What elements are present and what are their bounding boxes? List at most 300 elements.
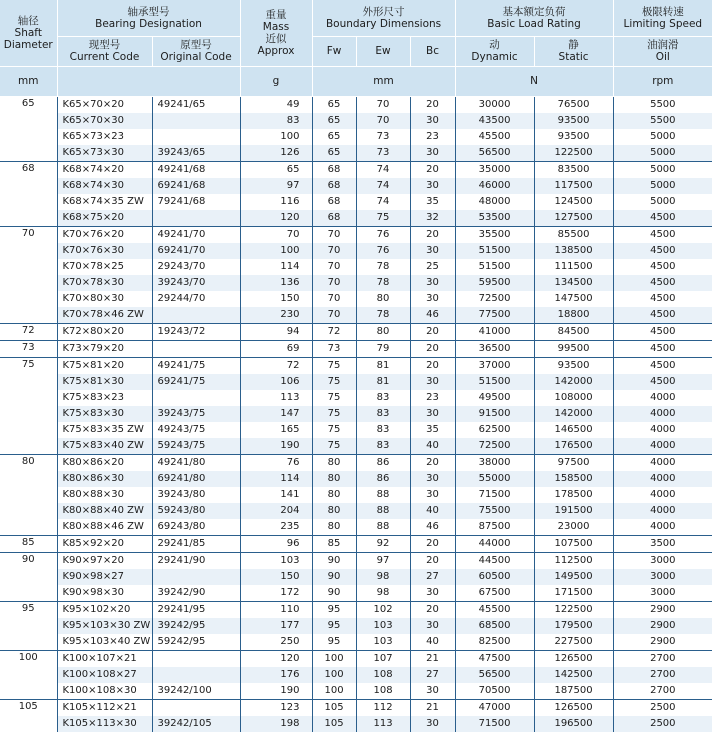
fw-cell: 65: [312, 96, 356, 113]
table-row: [0, 487, 712, 503]
current-code-cell: K72×80×20: [57, 323, 152, 340]
current-code-cell: K65×70×30: [57, 113, 152, 129]
current-code-header: 现型号 Current Code: [57, 36, 152, 66]
fw-cell: 65: [312, 129, 356, 145]
ew-cell: 103: [356, 618, 410, 634]
fw-cell: 70: [312, 259, 356, 275]
bc-cell: 35: [410, 422, 455, 438]
oil-speed-cell: 5000: [613, 178, 712, 194]
original-code-cell: 19243/72: [152, 323, 240, 340]
original-code-cell: 39242/90: [152, 585, 240, 602]
original-code-cell: [152, 569, 240, 585]
current-code-cell: K75×83×40 ZW: [57, 438, 152, 455]
static-load-cell: 85500: [534, 226, 613, 243]
current-code-cell: K68×74×35 ZW: [57, 194, 152, 210]
dynamic-load-cell: 72500: [455, 438, 534, 455]
oil-speed-cell: 4500: [613, 340, 712, 357]
shaft-diameter-cell: 65: [0, 96, 57, 161]
table-row: [0, 323, 712, 340]
ew-cell: 92: [356, 535, 410, 552]
dynamic-load-cell: 87500: [455, 519, 534, 536]
original-code-cell: 29241/95: [152, 601, 240, 618]
current-code-cell: K75×81×20: [57, 357, 152, 374]
table-row: [0, 552, 712, 569]
bc-cell: 32: [410, 210, 455, 227]
bc-cell: 20: [410, 535, 455, 552]
table-row: [0, 145, 712, 162]
original-code-cell: 49241/75: [152, 357, 240, 374]
dynamic-load-cell: 51500: [455, 374, 534, 390]
static-header: 静 Static: [534, 36, 613, 66]
ew-cell: 78: [356, 307, 410, 324]
static-load-cell: 23000: [534, 519, 613, 536]
table-row: [0, 650, 712, 667]
fw-cell: 80: [312, 519, 356, 536]
original-code-cell: 39242/105: [152, 716, 240, 732]
table-row: [0, 667, 712, 683]
fw-cell: 75: [312, 406, 356, 422]
mass-cell: 96: [240, 535, 312, 552]
dynamic-load-cell: 47500: [455, 650, 534, 667]
ew-cell: 107: [356, 650, 410, 667]
static-load-cell: 93500: [534, 129, 613, 145]
dynamic-load-cell: 38000: [455, 454, 534, 471]
original-code-cell: 39243/80: [152, 487, 240, 503]
table-row: [0, 454, 712, 471]
table-row: [0, 601, 712, 618]
current-code-cell: K85×92×20: [57, 535, 152, 552]
ew-cell: 76: [356, 243, 410, 259]
ew-cell: 78: [356, 275, 410, 291]
mass-cell: 126: [240, 145, 312, 162]
shaft-diameter-cell: 100: [0, 650, 57, 699]
table-row: [0, 275, 712, 291]
ew-cell: 83: [356, 406, 410, 422]
bc-cell: 30: [410, 243, 455, 259]
current-code-cell: K100×107×21: [57, 650, 152, 667]
oil-speed-cell: 4000: [613, 390, 712, 406]
current-code-cell: K80×88×30: [57, 487, 152, 503]
shaft-diameter-cell: 90: [0, 552, 57, 601]
current-code-cell: K100×108×27: [57, 667, 152, 683]
mass-cell: 190: [240, 438, 312, 455]
mass-cell: 65: [240, 161, 312, 178]
static-load-cell: 126500: [534, 699, 613, 716]
dynamic-load-cell: 35500: [455, 226, 534, 243]
table-row: [0, 438, 712, 455]
fw-cell: 80: [312, 454, 356, 471]
ew-cell: 81: [356, 374, 410, 390]
original-code-cell: [152, 390, 240, 406]
original-code-cell: [152, 129, 240, 145]
bc-cell: 30: [410, 275, 455, 291]
original-code-header: 原型号 Original Code: [152, 36, 240, 66]
static-load-cell: 124500: [534, 194, 613, 210]
dynamic-load-cell: 68500: [455, 618, 534, 634]
mass-cell: 69: [240, 340, 312, 357]
oil-speed-cell: 2900: [613, 601, 712, 618]
fw-cell: 70: [312, 226, 356, 243]
oil-speed-cell: 4500: [613, 357, 712, 374]
bc-cell: 30: [410, 291, 455, 307]
ew-cell: 97: [356, 552, 410, 569]
current-code-cell: K80×88×40 ZW: [57, 503, 152, 519]
ew-cell: 113: [356, 716, 410, 732]
ew-cell: 98: [356, 569, 410, 585]
dynamic-load-cell: 37000: [455, 357, 534, 374]
oil-speed-cell: 3000: [613, 569, 712, 585]
bc-cell: 40: [410, 438, 455, 455]
bc-cell: 20: [410, 161, 455, 178]
bc-cell: 25: [410, 259, 455, 275]
oil-speed-cell: 4500: [613, 291, 712, 307]
mass-cell: 103: [240, 552, 312, 569]
oil-speed-cell: 2700: [613, 667, 712, 683]
dynamic-load-cell: 44000: [455, 535, 534, 552]
bc-cell: 30: [410, 585, 455, 602]
original-code-cell: [152, 113, 240, 129]
ew-cell: 98: [356, 585, 410, 602]
original-code-cell: 39242/100: [152, 683, 240, 700]
oil-speed-cell: 5000: [613, 145, 712, 162]
table-row: [0, 503, 712, 519]
shaft-diameter-cell: 85: [0, 535, 57, 552]
shaft-diameter-cell: 68: [0, 161, 57, 226]
original-code-cell: 39243/65: [152, 145, 240, 162]
oil-speed-cell: 4000: [613, 454, 712, 471]
unit-mass: g: [240, 66, 312, 96]
current-code-cell: K68×74×30: [57, 178, 152, 194]
dynamic-load-cell: 72500: [455, 291, 534, 307]
static-load-cell: 178500: [534, 487, 613, 503]
table-row: [0, 618, 712, 634]
mass-cell: 136: [240, 275, 312, 291]
mass-cell: 70: [240, 226, 312, 243]
dynamic-load-cell: 35000: [455, 161, 534, 178]
ew-cell: 74: [356, 161, 410, 178]
current-code-cell: K95×103×40 ZW: [57, 634, 152, 651]
current-code-cell: K75×81×30: [57, 374, 152, 390]
mass-cell: 190: [240, 683, 312, 700]
mass-cell: 106: [240, 374, 312, 390]
static-load-cell: 127500: [534, 210, 613, 227]
table-row: [0, 585, 712, 602]
fw-cell: 70: [312, 275, 356, 291]
bc-cell: 23: [410, 390, 455, 406]
current-code-cell: K95×102×20: [57, 601, 152, 618]
fw-cell: 75: [312, 438, 356, 455]
original-code-cell: 39242/95: [152, 618, 240, 634]
original-code-cell: 69243/80: [152, 519, 240, 536]
static-load-cell: 142500: [534, 667, 613, 683]
table-row: [0, 535, 712, 552]
oil-speed-cell: 2900: [613, 618, 712, 634]
oil-speed-cell: 5500: [613, 96, 712, 113]
current-code-cell: K70×78×25: [57, 259, 152, 275]
mass-cell: 97: [240, 178, 312, 194]
dynamic-load-cell: 45500: [455, 129, 534, 145]
ew-header: Ew: [356, 36, 410, 66]
table-row: [0, 390, 712, 406]
static-load-cell: 108000: [534, 390, 613, 406]
bc-cell: 30: [410, 374, 455, 390]
mass-cell: 120: [240, 210, 312, 227]
ew-cell: 83: [356, 422, 410, 438]
original-code-cell: [152, 699, 240, 716]
mass-cell: 83: [240, 113, 312, 129]
table-row: [0, 96, 712, 113]
table-row: [0, 340, 712, 357]
ew-cell: 80: [356, 291, 410, 307]
dynamic-load-cell: 45500: [455, 601, 534, 618]
oil-speed-cell: 4500: [613, 210, 712, 227]
mass-cell: 147: [240, 406, 312, 422]
mass-cell: 150: [240, 569, 312, 585]
bc-cell: 20: [410, 454, 455, 471]
bc-cell: 30: [410, 145, 455, 162]
current-code-cell: K75×83×30: [57, 406, 152, 422]
ew-cell: 73: [356, 145, 410, 162]
oil-speed-cell: 5000: [613, 129, 712, 145]
ew-cell: 103: [356, 634, 410, 651]
original-code-cell: 49241/70: [152, 226, 240, 243]
oil-speed-cell: 5000: [613, 194, 712, 210]
ew-cell: 112: [356, 699, 410, 716]
mass-cell: 176: [240, 667, 312, 683]
oil-speed-cell: 3000: [613, 585, 712, 602]
oil-speed-cell: 4000: [613, 519, 712, 536]
table-row: [0, 307, 712, 324]
dynamic-load-cell: 48000: [455, 194, 534, 210]
current-code-cell: K68×74×20: [57, 161, 152, 178]
table-row: [0, 716, 712, 732]
mass-cell: 250: [240, 634, 312, 651]
mass-cell: 230: [240, 307, 312, 324]
ew-cell: 102: [356, 601, 410, 618]
fw-cell: 80: [312, 487, 356, 503]
dynamic-load-cell: 46000: [455, 178, 534, 194]
ew-cell: 73: [356, 129, 410, 145]
static-load-cell: 122500: [534, 601, 613, 618]
dynamic-load-cell: 75500: [455, 503, 534, 519]
static-load-cell: 18800: [534, 307, 613, 324]
shaft-header: 轴径 Shaft Diameter: [0, 0, 57, 66]
table-row: [0, 357, 712, 374]
original-code-cell: [152, 650, 240, 667]
dynamic-header: 动 Dynamic: [455, 36, 534, 66]
static-load-cell: 179500: [534, 618, 613, 634]
oil-speed-cell: 4500: [613, 275, 712, 291]
static-load-cell: 107500: [534, 535, 613, 552]
bc-cell: 30: [410, 618, 455, 634]
original-code-cell: 69241/80: [152, 471, 240, 487]
dynamic-load-cell: 36500: [455, 340, 534, 357]
dynamic-load-cell: 53500: [455, 210, 534, 227]
static-load-cell: 149500: [534, 569, 613, 585]
dynamic-load-cell: 71500: [455, 716, 534, 732]
load-header: 基本额定负荷 Basic Load Rating: [455, 0, 613, 36]
shaft-diameter-cell: 70: [0, 226, 57, 323]
oil-speed-cell: 2900: [613, 634, 712, 651]
table-row: [0, 210, 712, 227]
table-row: [0, 194, 712, 210]
current-code-cell: K90×98×30: [57, 585, 152, 602]
bc-cell: 20: [410, 601, 455, 618]
shaft-diameter-cell: 95: [0, 601, 57, 650]
ew-cell: 88: [356, 519, 410, 536]
table-row: [0, 699, 712, 716]
static-load-cell: 187500: [534, 683, 613, 700]
oil-speed-cell: 2500: [613, 699, 712, 716]
dynamic-load-cell: 67500: [455, 585, 534, 602]
mass-cell: 114: [240, 471, 312, 487]
fw-cell: 100: [312, 650, 356, 667]
mass-cell: 150: [240, 291, 312, 307]
original-code-cell: 69241/68: [152, 178, 240, 194]
oil-speed-cell: 4500: [613, 243, 712, 259]
fw-cell: 90: [312, 552, 356, 569]
oil-speed-cell: 4000: [613, 471, 712, 487]
original-code-cell: [152, 210, 240, 227]
dynamic-load-cell: 49500: [455, 390, 534, 406]
dynamic-load-cell: 41000: [455, 323, 534, 340]
bc-header: Bc: [410, 36, 455, 66]
dynamic-load-cell: 43500: [455, 113, 534, 129]
dynamic-load-cell: 91500: [455, 406, 534, 422]
table-row: [0, 129, 712, 145]
table-row: [0, 422, 712, 438]
dynamic-load-cell: 44500: [455, 552, 534, 569]
static-load-cell: 111500: [534, 259, 613, 275]
oil-speed-cell: 4500: [613, 323, 712, 340]
fw-cell: 72: [312, 323, 356, 340]
ew-cell: 79: [356, 340, 410, 357]
static-load-cell: 93500: [534, 357, 613, 374]
mass-cell: 120: [240, 650, 312, 667]
table-row: [0, 226, 712, 243]
bc-cell: 30: [410, 178, 455, 194]
mass-cell: 235: [240, 519, 312, 536]
bc-cell: 30: [410, 716, 455, 732]
original-code-cell: 69241/75: [152, 374, 240, 390]
static-load-cell: 191500: [534, 503, 613, 519]
static-load-cell: 142000: [534, 374, 613, 390]
ew-cell: 86: [356, 454, 410, 471]
fw-cell: 75: [312, 390, 356, 406]
fw-cell: 70: [312, 307, 356, 324]
fw-header: Fw: [312, 36, 356, 66]
current-code-cell: K65×70×20: [57, 96, 152, 113]
static-load-cell: 84500: [534, 323, 613, 340]
mass-cell: 123: [240, 699, 312, 716]
ew-cell: 108: [356, 683, 410, 700]
shaft-diameter-cell: 72: [0, 323, 57, 340]
current-code-cell: K75×83×23: [57, 390, 152, 406]
mass-cell: 177: [240, 618, 312, 634]
static-load-cell: 126500: [534, 650, 613, 667]
static-load-cell: 117500: [534, 178, 613, 194]
ew-cell: 70: [356, 96, 410, 113]
table-header: [0, 0, 712, 96]
mass-cell: 204: [240, 503, 312, 519]
original-code-cell: 59242/95: [152, 634, 240, 651]
static-load-cell: 122500: [534, 145, 613, 162]
unit-designation: [57, 66, 240, 96]
fw-cell: 90: [312, 569, 356, 585]
current-code-cell: K100×108×30: [57, 683, 152, 700]
shaft-diameter-cell: 75: [0, 357, 57, 454]
dynamic-load-cell: 51500: [455, 259, 534, 275]
oil-speed-cell: 3000: [613, 552, 712, 569]
static-load-cell: 97500: [534, 454, 613, 471]
fw-cell: 68: [312, 178, 356, 194]
static-load-cell: 138500: [534, 243, 613, 259]
original-code-cell: 29241/85: [152, 535, 240, 552]
table-row: [0, 243, 712, 259]
fw-cell: 100: [312, 667, 356, 683]
mass-cell: 165: [240, 422, 312, 438]
original-code-cell: [152, 667, 240, 683]
table-row: [0, 374, 712, 390]
oil-speed-cell: 3500: [613, 535, 712, 552]
ew-cell: 83: [356, 390, 410, 406]
oil-speed-cell: 2700: [613, 683, 712, 700]
fw-cell: 75: [312, 357, 356, 374]
shaft-diameter-cell: 105: [0, 699, 57, 732]
original-code-cell: 29244/70: [152, 291, 240, 307]
unit-speed: rpm: [613, 66, 712, 96]
table-row: [0, 291, 712, 307]
table-row: [0, 634, 712, 651]
static-load-cell: 171500: [534, 585, 613, 602]
oil-speed-cell: 4500: [613, 226, 712, 243]
fw-cell: 65: [312, 145, 356, 162]
dynamic-load-cell: 59500: [455, 275, 534, 291]
fw-cell: 68: [312, 210, 356, 227]
bc-cell: 35: [410, 194, 455, 210]
mass-header: 重量 Mass 近似 Approx: [240, 0, 312, 66]
original-code-cell: [152, 340, 240, 357]
current-code-cell: K75×83×35 ZW: [57, 422, 152, 438]
table-row: [0, 519, 712, 536]
ew-cell: 108: [356, 667, 410, 683]
current-code-cell: K70×76×20: [57, 226, 152, 243]
original-code-cell: 39243/75: [152, 406, 240, 422]
fw-cell: 68: [312, 194, 356, 210]
current-code-cell: K95×103×30 ZW: [57, 618, 152, 634]
oil-speed-cell: 5500: [613, 113, 712, 129]
original-code-cell: 29241/90: [152, 552, 240, 569]
mass-cell: 100: [240, 243, 312, 259]
current-code-cell: K80×86×30: [57, 471, 152, 487]
mass-cell: 141: [240, 487, 312, 503]
dynamic-load-cell: 30000: [455, 96, 534, 113]
ew-cell: 81: [356, 357, 410, 374]
bc-cell: 20: [410, 323, 455, 340]
ew-cell: 70: [356, 113, 410, 129]
dynamic-load-cell: 56500: [455, 145, 534, 162]
oil-speed-cell: 4000: [613, 438, 712, 455]
bc-cell: 21: [410, 650, 455, 667]
fw-cell: 95: [312, 601, 356, 618]
bc-cell: 20: [410, 96, 455, 113]
fw-cell: 80: [312, 503, 356, 519]
shaft-diameter-cell: 80: [0, 454, 57, 535]
oil-header: 油润滑 Oil: [613, 36, 712, 66]
current-code-cell: K105×113×30: [57, 716, 152, 732]
dynamic-load-cell: 51500: [455, 243, 534, 259]
fw-cell: 65: [312, 113, 356, 129]
